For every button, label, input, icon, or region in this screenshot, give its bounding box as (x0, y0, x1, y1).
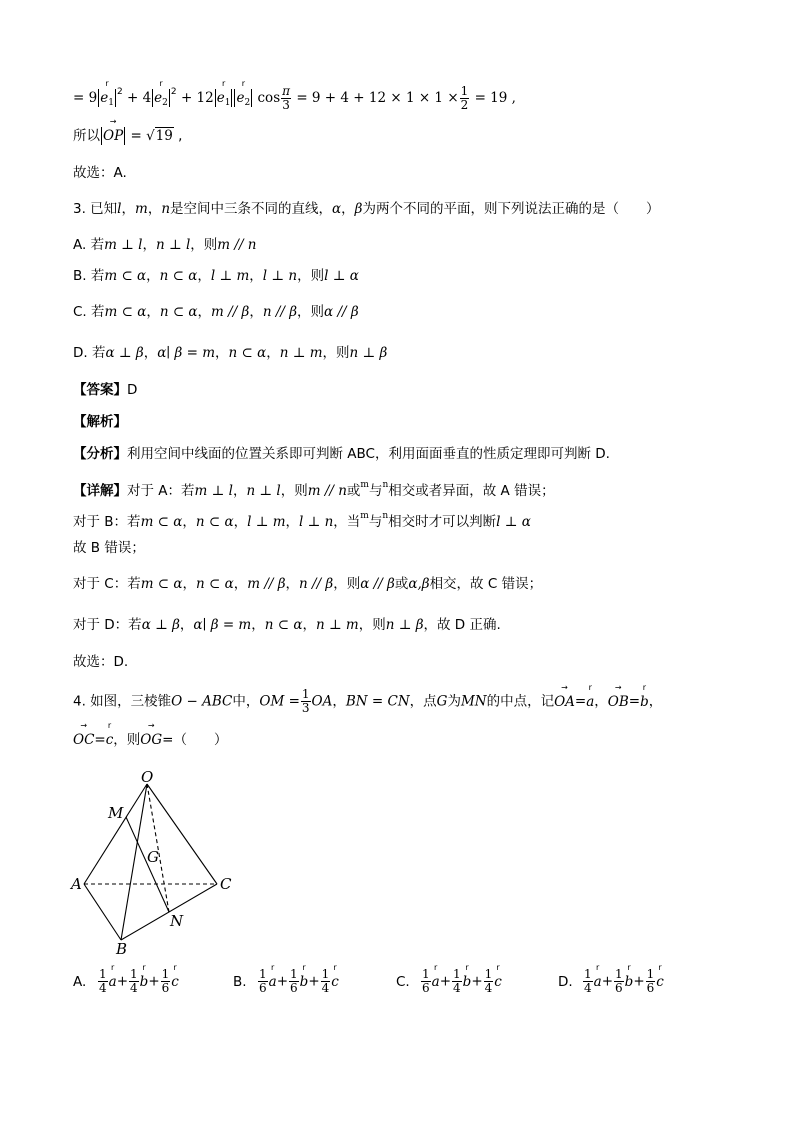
label-O: O (141, 770, 154, 786)
question-3-option-a: A. 若m ⊥ l，n ⊥ l，则m // n (73, 237, 257, 253)
label-G: G (147, 848, 159, 866)
conclusion-line: 所以 → OP = √19 , (73, 117, 183, 144)
choice-b[interactable]: B. $\frac{1}{6}$ r a+ $\frac{1}{6}$ r b+ $\frac{1}{4}$ r c (233, 962, 339, 995)
eq-sign: = (73, 90, 85, 106)
answer-line-q3-end: 故选：D. (73, 654, 129, 670)
analysis-summary: 【分析】利用空间中线面的位置关系即可判断 ABC，利用面面垂直的性质定理即可判断 D. (73, 446, 610, 462)
edge-OC (147, 784, 217, 884)
question-4-stem-2: → OC= r c，则 → OG=（ ） (73, 721, 228, 748)
detail-c: 对于 C：若m ⊂ α，n ⊂ α，m // β，n // β，则α // β或α,β相交，故 C 错误； (73, 576, 543, 592)
coef-9: 9 (88, 90, 98, 106)
choice-a[interactable]: A. $\frac{1}{4}$ r a+ $\frac{1}{4}$ r b+ $\frac{1}{6}$ r c (73, 962, 179, 995)
choice-c[interactable]: C. $\frac{1}{6}$ r a+ $\frac{1}{4}$ r b+ $\frac{1}{4}$ r c (396, 962, 502, 995)
question-3-stem: 3. 已知l，m，n是空间中三条不同的直线，α，β为两个不同的平面，则下列说法正确的是（ ） (73, 201, 660, 217)
answer-line-q3: 【答案】D (73, 382, 138, 398)
equation-result: = 19 , (474, 90, 516, 106)
question-4-choices (0, 962, 794, 1008)
edge-AB (84, 884, 121, 940)
pyramid-figure (66, 770, 236, 960)
sqrt-19: 19 (155, 128, 173, 144)
vector-a: r a (586, 682, 595, 710)
vector-b: r b (640, 682, 649, 710)
analysis-heading: 【解析】 (73, 414, 127, 430)
fraction-pi-over-3: $\frac{\pi}{3}$ (282, 83, 291, 112)
coef-12: 12 (196, 90, 214, 106)
detail-b: 对于 B：若m ⊂ α，n ⊂ α，l ⊥ m，l ⊥ n，当$^m$与$^n$相交时才可以判断l ⊥ α (73, 511, 531, 530)
question-3-option-b: B. 若m ⊂ α，n ⊂ α，l ⊥ m，l ⊥ n，则l ⊥ α (73, 268, 359, 284)
detail-b-conclusion: 故 B 错误； (73, 540, 145, 556)
question-4-stem: 4. 如图，三棱锥O − ABC中，OM = $\frac{1}{3}$ OA，BN = CN，点G为MN的中点，记 → OA= r a， → OB= r b， (73, 682, 663, 715)
label-B: B (116, 940, 128, 958)
coef-4: 4 (142, 90, 152, 106)
vector-c: r c (105, 721, 114, 748)
detail-d: 对于 D：若α ⊥ β，α∣ β = m，n ⊂ α，n ⊥ m，则n ⊥ β，故 D 正确. (73, 617, 501, 633)
fraction-half: $\frac{1}{2}$ (460, 83, 469, 112)
vector-OA: → OA (554, 682, 575, 710)
label-C: C (220, 875, 232, 893)
vector-e2: r $e_2$ (154, 79, 168, 108)
vector-OB: → OB (607, 682, 629, 710)
cos-function: cos (257, 90, 281, 106)
edge-OB (121, 784, 147, 940)
edge-OA (84, 784, 147, 884)
label-N: N (170, 912, 184, 930)
vector-OC: → OC (73, 721, 95, 748)
detail-a: 【详解】对于 A：若m ⊥ l，n ⊥ l，则m // n或$^m$与$^n$相交或者异面，故 A 错误； (73, 480, 555, 499)
equation-line-1: = 9 r $e_1^2 + 4$ r $e_2^2 + 12$ r $e_1$ r $e_2$ cos $\frac{\pi}{3}$ = 9 + 4 + 12 × 1 × 1 × $\frac{1}{2}$ = 19 , (73, 79, 516, 112)
answer-line-q2: 故选：A. (73, 165, 127, 181)
vector-e1: r $e_1$ (100, 79, 114, 108)
vector-OG: → OG (140, 721, 163, 748)
vector-OP: → OP (103, 117, 124, 144)
choice-d[interactable]: D. $\frac{1}{4}$ r a+ $\frac{1}{6}$ r b+ $\frac{1}{6}$ r c (558, 962, 664, 995)
label-M: M (108, 804, 124, 822)
equation-rhs: = 9 + 4 + 12 × 1 × 1 × (296, 90, 459, 106)
label-A: A (71, 875, 82, 893)
question-3-option-c: C. 若m ⊂ α，n ⊂ α，m // β，n // β，则α // β (73, 304, 359, 320)
question-3-option-d: D. 若α ⊥ β，α∣ β = m，n ⊂ α，n ⊥ m，则n ⊥ β (73, 345, 388, 361)
